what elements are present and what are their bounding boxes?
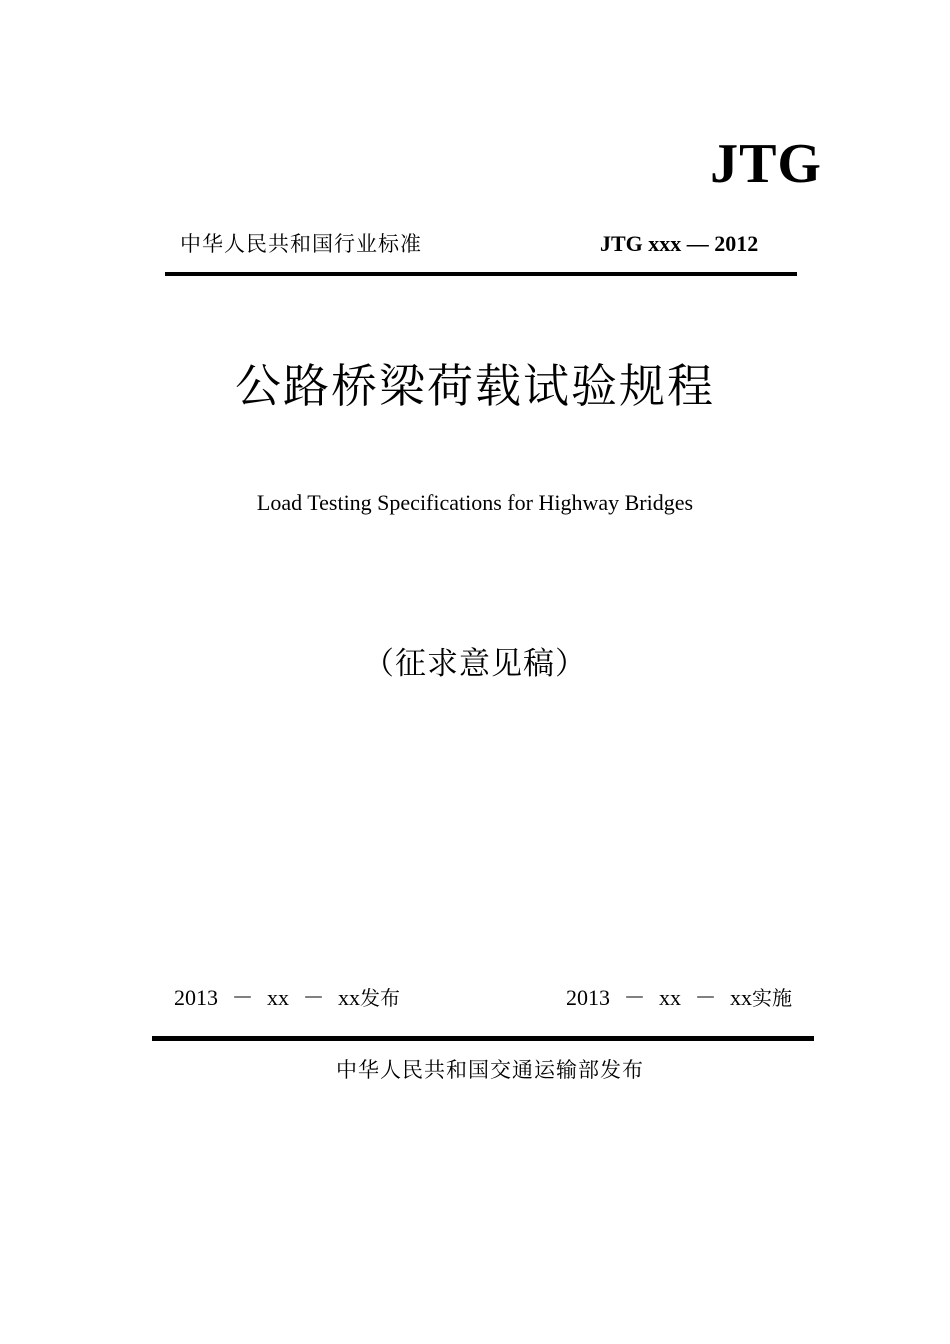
- header-divider: [165, 272, 797, 276]
- draft-label: （征求意见稿）: [363, 646, 587, 682]
- implementation-date: [566, 983, 792, 1013]
- jtg-logo-text: JTG: [710, 133, 822, 195]
- implementation-date-action: 实施: [752, 986, 793, 1010]
- issue-date-value: 2013 － xx － xx: [174, 985, 361, 1010]
- issue-date-action: 发布: [360, 986, 401, 1010]
- implementation-date-value: 2013 － xx － xx: [566, 985, 753, 1010]
- standard-category: 中华人民共和国行业标准: [180, 232, 422, 256]
- document-title-zh: 公路桥梁荷载试验规程: [235, 359, 715, 413]
- standard-code: JTG xxx — 2012: [600, 231, 759, 256]
- footer-divider: [152, 1036, 814, 1041]
- issue-date: [174, 983, 400, 1013]
- document-title-en: Load Testing Specifications for Highway Bridges: [256, 490, 694, 515]
- publisher: 中华人民共和国交通运输部发布: [336, 1058, 644, 1082]
